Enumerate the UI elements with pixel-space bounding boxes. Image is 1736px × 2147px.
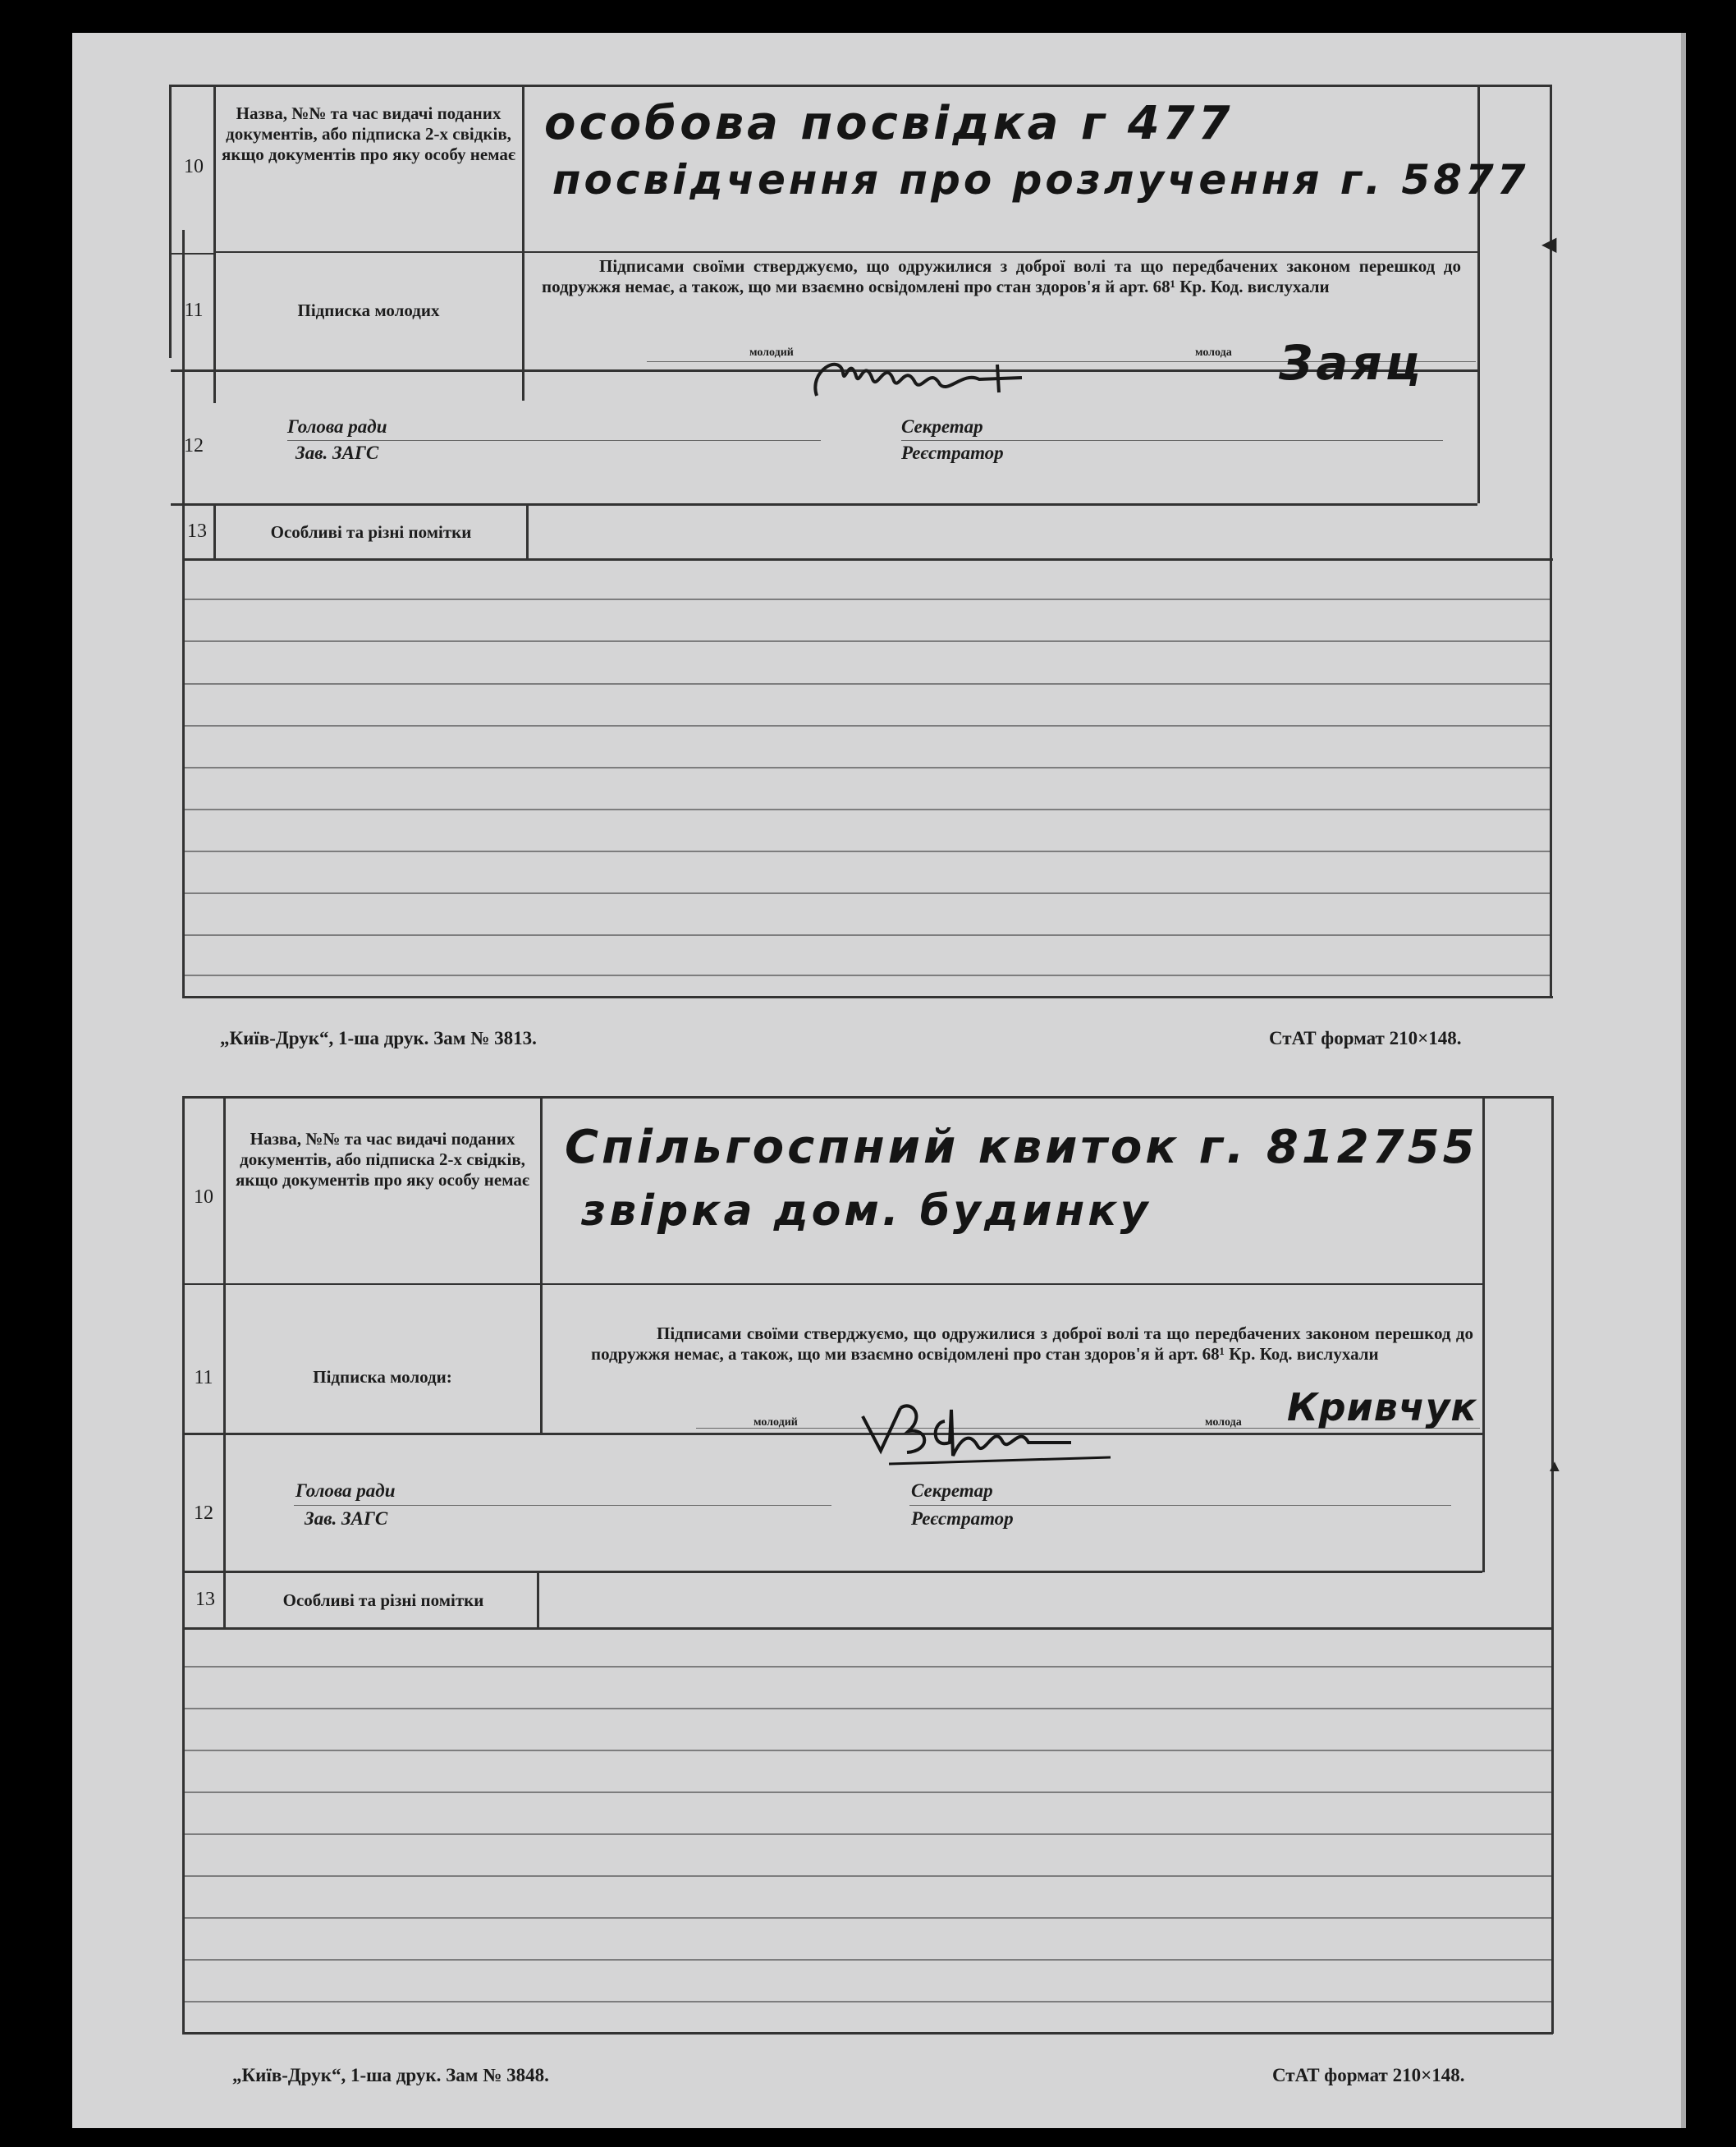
newlyweds-signature-label: Підписка молодих [297, 300, 440, 320]
margin-mark: ◀ [1541, 234, 1557, 255]
bride-label: молода [1195, 346, 1232, 359]
margin-mark: ▲ [1546, 1457, 1563, 1475]
secretary-label: Секретар [911, 1480, 993, 1501]
row-number-12: 12 [184, 435, 204, 456]
row-number-12: 12 [194, 1502, 213, 1524]
marriage-record-form-2 [72, 1096, 1681, 2122]
bride-signature: Заяц [1279, 335, 1424, 391]
documents-label: Назва, №№ та час видачі поданих документів, або підписка 2-х свідків, якщо документів про яку особу немає [222, 103, 515, 164]
council-head-label: Голова ради [295, 1480, 396, 1501]
row-number-11: 11 [194, 1367, 213, 1388]
form-format: СтАТ формат 210×148. [1269, 1028, 1462, 1048]
handwritten-documents-line-2: посвідчення про розлучення г. 5877 [552, 156, 1529, 204]
documents-label: Назва, №№ та час видачі поданих документів, або підписка 2-х свідків, якщо документів про яку особу немає [236, 1129, 529, 1190]
handwritten-documents-line-1: особова посвідка г 477 [544, 97, 1234, 150]
bride-signature: Кривчук [1287, 1385, 1477, 1429]
row-number-10: 10 [184, 156, 204, 177]
handwritten-documents-line-2: звірка дом. будинку [581, 1186, 1152, 1236]
groom-label: молодий [749, 346, 794, 359]
council-head-label: Голова ради [287, 416, 387, 437]
special-notes-label: Особливі та різні помітки [282, 1590, 484, 1610]
form-format: СтАТ формат 210×148. [1272, 2065, 1465, 2085]
declaration-statement: Підписами своїми стверджуємо, що одружилися з доброї волі та що передбачених законом перешкод до подружжя немає, а також, що ми взаємно освідомлені про стан здоров'я й арт. 68¹ Кр. Код. вислухали [591, 1324, 1473, 1364]
registrar-label: Реєстратор [911, 1508, 1014, 1529]
document-page [72, 33, 1686, 2128]
row-number-13: 13 [195, 1589, 215, 1610]
registrar-label: Реєстратор [901, 443, 1004, 463]
marriage-record-form-1 [72, 33, 1681, 1059]
newlyweds-signature-label: Підписка молоди: [313, 1367, 452, 1387]
handwritten-documents-line-1: Спільгоспний квиток г. 812755 [565, 1121, 1478, 1174]
row-number-11: 11 [184, 300, 204, 321]
printer-imprint: „Київ-Друк“, 1-ша друк. Зам № 3848. [232, 2065, 549, 2085]
groom-signature [856, 1392, 1127, 1470]
declaration-statement: Підписами своїми стверджуємо, що одружилися з доброї волі та що передбачених законом перешкод до подружжя немає, а також, що ми взаємно освідомлені про стан здоров'я й арт. 68¹ Кр. Код. вислухали [542, 256, 1461, 296]
row-number-13: 13 [187, 521, 207, 542]
groom-signature [807, 346, 1037, 404]
secretary-label: Секретар [901, 416, 983, 437]
bride-label: молода [1205, 1416, 1242, 1429]
special-notes-label: Особливі та різні помітки [270, 522, 472, 542]
groom-label: молодий [753, 1416, 798, 1429]
printer-imprint: „Київ-Друк“, 1-ша друк. Зам № 3813. [220, 1028, 537, 1048]
row-number-10: 10 [194, 1186, 213, 1208]
zags-head-label: Зав. ЗАГС [305, 1508, 388, 1529]
zags-head-label: Зав. ЗАГС [295, 443, 379, 463]
